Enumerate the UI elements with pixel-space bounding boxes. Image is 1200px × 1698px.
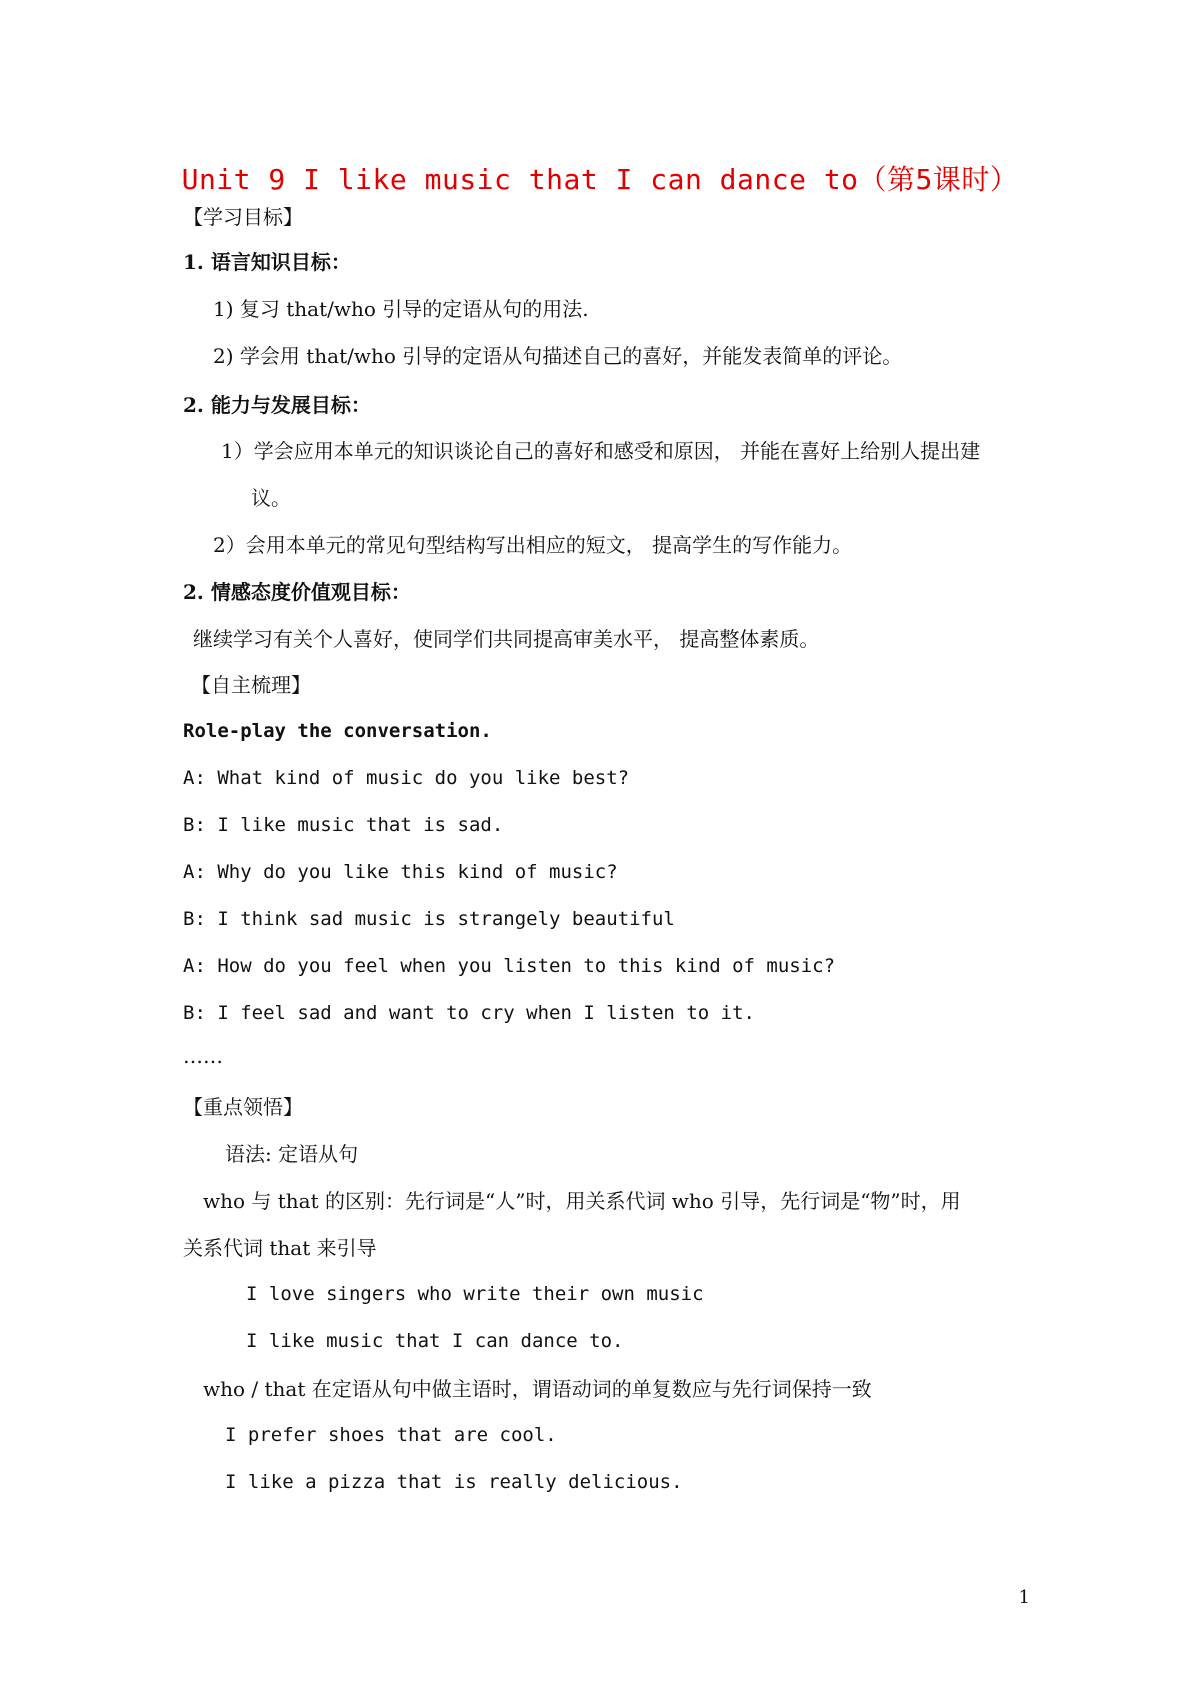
roleplay-heading: Role-play the conversation. <box>183 720 492 742</box>
rule-1-line-2: 关系代词 that 来引导 <box>183 1236 377 1260</box>
self-study-header: 【自主梳理】 <box>191 673 311 697</box>
example-sentence: I love singers who write their own music <box>246 1283 704 1305</box>
example-sentence: I like music that I can dance to. <box>246 1330 624 1352</box>
grammar-label: 语法: 定语从句 <box>225 1142 359 1166</box>
key-points-header: 【重点领悟】 <box>183 1095 303 1119</box>
objective-3-text: 继续学习有关个人喜好，使同学们共同提高审美水平， 提高整体素质。 <box>193 627 820 651</box>
dialogue-line: B: I think sad music is strangely beautiful <box>183 908 675 930</box>
ellipsis: …… <box>183 1044 223 1068</box>
objective-2-item-2: 2）会用本单元的常见句型结构写出相应的短文， 提高学生的写作能力。 <box>213 533 853 557</box>
objective-1-item-1: 1) 复习 that/who 引导的定语从句的用法. <box>213 297 589 321</box>
objective-1-heading: 1. 语言知识目标： <box>183 250 351 274</box>
objective-3-heading: 2. 情感态度价值观目标： <box>183 580 411 604</box>
objective-1-item-2: 2) 学会用 that/who 引导的定语从句描述自己的喜好，并能发表简单的评论。 <box>213 344 903 368</box>
objectives-header: 【学习目标】 <box>183 205 303 229</box>
example-sentence: I like a pizza that is really delicious. <box>225 1471 683 1493</box>
dialogue-line: B: I feel sad and want to cry when I listen to it. <box>183 1002 755 1024</box>
objective-2-item-1-line-1: 1）学会应用本单元的知识谈论自己的喜好和感受和原因， 并能在喜好上给别人提出建 <box>221 439 981 463</box>
rule-2: who / that 在定语从句中做主语时，谓语动词的单复数应与先行词保持一致 <box>203 1377 872 1401</box>
objective-2-heading: 2. 能力与发展目标： <box>183 393 371 417</box>
dialogue-line: B: I like music that is sad. <box>183 814 504 836</box>
objective-2-item-1-line-2: 议。 <box>251 486 291 510</box>
dialogue-line: A: How do you feel when you listen to this kind of music? <box>183 955 836 977</box>
dialogue-line: A: Why do you like this kind of music? <box>183 861 618 883</box>
rule-1-line-1: who 与 that 的区别：先行词是“人”时，用关系代词 who 引导，先行词是“物”时，用 <box>203 1189 961 1213</box>
page-number: 1 <box>1018 1587 1030 1608</box>
example-sentence: I prefer shoes that are cool. <box>225 1424 557 1446</box>
dialogue-line: A: What kind of music do you like best? <box>183 767 630 789</box>
page-title: Unit 9 I like music that I can dance to（第5课时） <box>181 163 1019 196</box>
